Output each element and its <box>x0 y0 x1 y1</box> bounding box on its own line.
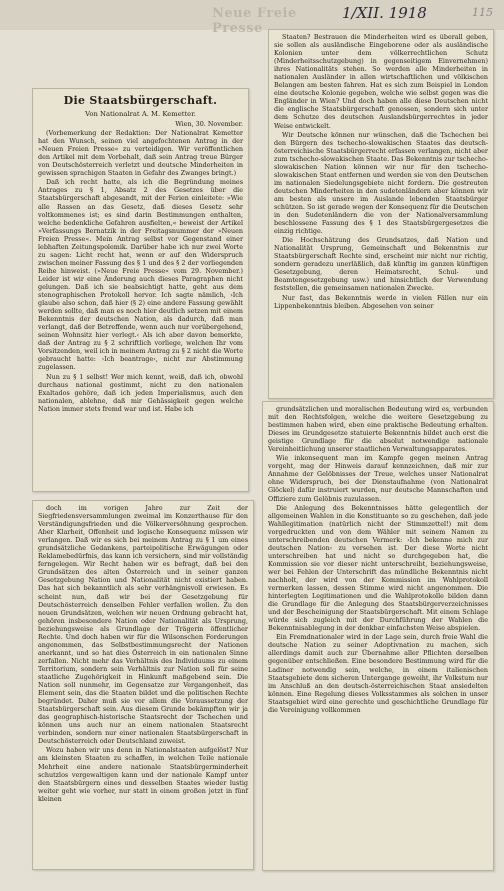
paragraph: Daß ich recht hatte, als ich die Begründung meines Antrages zu § 1, Absatz 2 des Gesetzes über die Staatsbürgerschaft abgesandt, mit der Ferien einleitete: »Wie alle Rassen an das Gesetz, daß dieses Gesetz sehr voltkommenes ist; es sind darin Bestimmungen enthalten, welche bedenkliche Gefahren ausfielten,« beweist der Artikel »Verfassungs Bernatzik in der Freitagsnummer der »Neuen Freien Presse«. Mein Antrag selbst vor Gegenstand einer lebhaften Zeitungspolemik. Darüber habe ich nur zwei Worte zu sagen: Licht recht hat, wenn er auf den Widerspruch zwischen meiner Fassung des § 1 und des § 2 der vorliegenden Reihe hinweist. (»Neue Freie Presse« vom 29. November.) Leider ist wir eine Änderung auch dieses Paragraphen nicht gelungen. Daß ich sie beabsichtigt hatte, geht aus dem stenographischen Protokoll hervor. Ich sagte nämlich, ›Ich glaube also schon, daß hier (§ 2) eine andere Fassung gewählt werden sollte, daß man es noch hier deutlich setzen mit einem Bekenntnis der deutschen Nation, als dadurch, daß man verlangt, daß der Betreffende, wenn auch nur vorübergehend, seinen Wohnsitz hier verlegt.‹ Als ich aber davon bemerkte, daß der Antrag zu § 2 schriftlich vorliege, welchen Ihr vom Vorsitzenden, weil ich in meinem Antrag zu § 2 nicht die Worte gebraucht hatte: ›Ich beantrage‹, nicht zur Abstimmung zugelassen. <box>38 178 243 372</box>
masthead: Neue Freie Presse <box>212 6 297 36</box>
clipping-column-2 <box>268 29 494 399</box>
clipping-column-1 <box>32 88 249 492</box>
article-dateline: Wien, 30. November. <box>175 120 243 129</box>
clipping-column-4 <box>262 401 494 871</box>
paragraph: grundsätzlichen und moralischen Bedeutung wird es, verbunden mit den Rechtsfolgen, welche die weitere Gesetzgebung zu bestimmen haben wird, eben eine praktische Bedeutung erhalten. Dieses im Grundgesetze statuierte Bekenntnis bildet auch erst die geistige Grundlage für die absolut notwendige nationale Vereinheitlichung unserer staatlichen Verwaltungsapparates. <box>268 405 488 454</box>
paragraph: Die Anlegung des Bekenntnisses hätte gelegentlich der allgemeinen Wahlen in die Konstituante so zu geschehen, daß jede Wahllegitimation (natürlich nicht der Stimmzettel!) mit dem vorgedruckten und von dem Wähler mit seinem Namen zu unterschreibenden deutschen Vermerk: ›Ich bekenne mich zur deutschen Nation‹ zu versehen ist. Der diese Worte nicht unterschreiben hat und nicht so durchgegeben hat, die Kommission sie vor dieser nicht unterschreibt, beziehungsweise, wer bei Fehlen der Unterschrift das mündliche Bekenntnis nicht nachholt, der wird von der Kommission im Wahlprotokoll vermerken lassen, dessen Stimme wird nicht angenommen. Die hinterlegten Legitimationen und die Wahlprotokolle bilden dann die Grundlage für die Anlegung des Staatsbürgerverzeichnisses und der Bescheinigung der Staatsbürgerschaft. Mit einem Schlage würde sich zugleich mit der Durchführung der Wahlen die Bekenntnisablegung in der denkbar einfachsten Weise abspielen. <box>268 503 488 633</box>
paragraph: Wozu haben wir uns denn in Nationalstaaten aufgelöst? Nur am kleinsten Staaten zu schaffen, in welchen Teile nationale Mehrheit eine andere nationale Staatsbürgerminderheit schutzlos vergewaltigen kann und der nationale Kampf unter den Staatsbürgern eines und desselben Staates wieder lustig weiter geht wie vorher, nur statt in einem großen jetzt in fünf kleinen <box>38 746 248 803</box>
article-author: Von Nationalrat A. M. Kemetter. <box>85 110 196 118</box>
paragraph: Staaten? Bestrauen die Minderheiten wird es überall geben, sie sollen als ausländische Eingeborene oder als ausländische Kolonien unter dem völkerrechtlichen Schutz (Minderheitsschutzgebung) in gegenseitigem Einvernehmen) ihres Nationalitäts stehen. So werden alle Minderheiten in nationalen Ausländer in allen wirtschaftlichen und völkischen Belangen am besten fahren. Hat es sich zum Beispiel in London eine deutsche Kolonie gegeben, welche wie selbst gegen was die Engländer in Wien? Und doch haben alle diese Deutschen nicht die englische Staatsbürgerschaft genossen, sondern sich unter dem Schutze des deutschen Auslandsbürgerrechtes in jeder Weise entwickelt. <box>274 33 488 130</box>
paragraph: Wir Deutsche können nur wünschen, daß die Tschechen bei den Bürgern des tschecho-slowakischen Staates das deutsch-österreichische Staatsbürgerrecht erfassen verlangen, nicht aber zum tschecho-slowakischen Staate. Das Bekenntnis zur tschecho-slowakischen Nation können wir nur für den tschecho-slowakischen Staat entfernen und werden sie von den Deutschen im nationalen Siedelungsgebiete nicht fordern. Die gestreuten deutschen Minderheiten in den sudetenländern aber können wir am besten als unsere im Auslande lebenden Staatsbürger schützen. So ist gerade wegen der Konsequenz für die Deutschen in den Sudetenländern die von der Nationalversammlung beschlossene Fassung des § 1 des Staatsbürgergesetzes die einzig richtige. <box>274 130 488 236</box>
paragraph: doch im vorigen Jahre zur Zeit der Siegfriedensversammlungen zweimal im Konzerthause für den Verständigungsfrieden und die Völkerversöhnung gesprochen. Aber Klarheit, Offenheit und logische Konsequenz müssen wir verlangen. Daß wir es sich bei meinem Antrag zu § 1 um eines grundsätzliche Gedankens, parteipolitische Erwägungen oder Reklamebedürfnis, das kann ich versichern, sind mir vollständig ferngelegen. Wir Recht haben wir es befragt, daß bei den Grundsätzen des alten Österreich und in seiner ganzen Gesetzgebung Nation und Nationalität nicht existiert haben. Das hat sich bekanntlich als sehr verhängnisvoll erwiesen. Es scheint nun, daß wir bei der Gesetzgebung für Deutschösterreich denselben Fehler verfallen wollen. Zu den neuen Grundsätzen, welchen wir neuen Ordnung gebracht hat, gehören insbesondere Nation oder Nationalität als Ursprung, beziehungsweise als Grundlage der Trägerin öffentlicher Rechte. Und doch haben wir für die Wilsonschen Forderungen angenommen, das Selbstbestimmungsrecht der Nationen anerkannt, und so hat dies Österreich in ein nationalen Sinne zerfallen. Nicht mehr das Verhältnis des Individuums zu einem Territorium, sondern sein Verhältnis zur Nation soll für seine staatliche Zugehörigkeit in Hinkunft maßgebend sein. Die Nation soll nunmehr, im Gegensatze zur Vergangenheit, das Element sein, das die Staaten bildet und die politischen Rechte begründet. Daher muß sie vor allem die Voraussetzung der Staatsbürgerschaft sein. Aus diesem Grunde bekämpften wir ja das geographisch-historische Staatsrecht der Tschechen und können uns auch nur an einem nationalen Staatsrecht verbinden, sondern nur einer nationalen Staatsbürgerschaft in Deutschösterreich oder Deutschland zuweist. <box>38 504 248 746</box>
article-title: Die Staatsbürgerschaft. <box>63 94 218 107</box>
paragraph: Wie inkonsequent man im Kampfe gegen meinen Antrag vorgeht, mag der Hinweis darauf kennzeichnen, daß mir zur Annahme der Gelöbnisses der Treue, welches unser Nationalrat ohne Widerspruch, bei der Dienstaufnahme (von Nationalrat Glöckel) dafür instruiert wurden, nur deutsche Mannschaften und Offiziere zum Gelöbnis zuzulassen. <box>268 454 488 503</box>
paragraph: Die Hochschätzung des Grundsatzes, daß Nation und Nationalität Ursprung, Gemeinschaft und Bekenntnis zur Staatsbürgerschaft Rechte sind, erscheint mir nicht nur richtig, sondern geradezu unerläßlich, daß künftig im ganzen künftigen Gesetzgebung, deren Heimatsrecht, Schul- und Beamtengesetzgebung usw.) und hinsichtlich der Verwendung feststellen, die gemeinsamen nationalen Zwecke. <box>274 236 488 293</box>
paragraph: Nun zu § 1 selbst! Wer mich kennt, weiß, daß ich, obwohl durchaus national gestimmt, nicht zu den nationalen Exaltados gehöre, daß ich jeden Imperialismus, auch den nationalen, ablehne, daß mir Gehässigkeit gegen welche Nation immer stets fremd war und ist. Habe ich <box>38 372 243 413</box>
handwritten-date: 1/XII. 1918 <box>342 4 427 22</box>
paragraph: Nur fast, das Bekenntnis werde in vielen Fällen nur ein Lippenbekenntnis bleiben. Abgesehen von seiner <box>274 293 488 310</box>
handwritten-page-number: 115 <box>472 6 493 19</box>
paragraph: Ein Fremdnationaler wird in der Lage sein, durch freie Wahl die deutsche Nation zu seiner Adoptivnation zu machen, sich allerdings damit auch zur Übernahme aller Pflichten derselben gegenüber entschließen. Eine besondere Bestimmung wird für die Ladiner notwendig sein, welche, in einem italienischen Staatsgebiete dem sicheren Untergange geweiht, ihr Volkstum nur im Anschluß an den deutsch-österreichischen Staat ansiedelten können. Eine Regelung dieses Volksstammes als solchen in unser Staatsgebiet wird eine gerechte und geschichtliche Grundlage für die Vereinigung vollkommen <box>268 633 488 714</box>
paragraph: (Vorbemerkung der Redaktion: Der Nationalrat Kemetter hat den Wunsch, seinen viel angefochtenen Antrag in der »Neuen Freien Presse« zu verteidigen. Wir veröffentlichen den Artikel mit dem Vorbehalt, daß sein Antrag treue Bürger von Deutschösterreich verletzt und deutsche Minderheiten in gewissen sprachigen Staaten in Gefahr des Zwanges bringt.) <box>38 129 243 178</box>
clipping-column-3 <box>32 500 254 870</box>
